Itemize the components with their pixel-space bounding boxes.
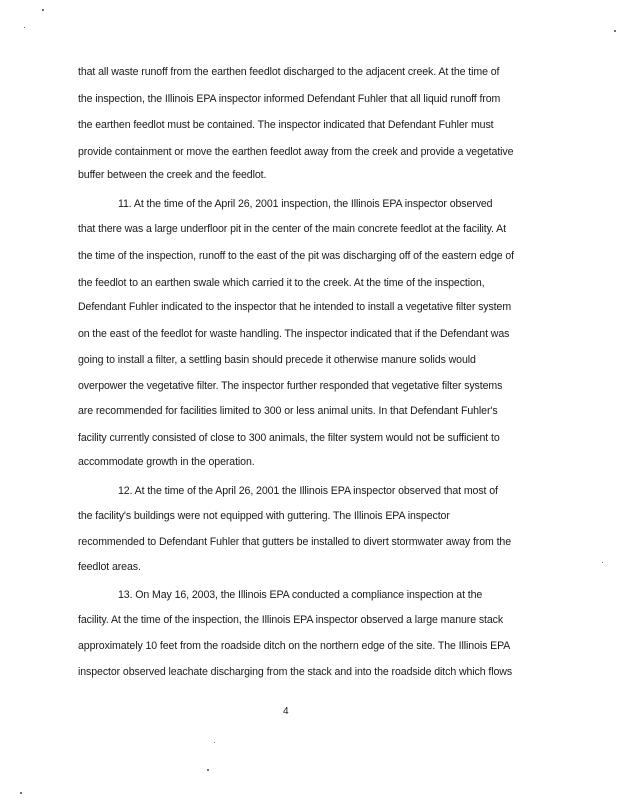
text-line: the feedlot to an earthen swale which carried it to the creek. At the time of the inspection, [78,277,485,289]
text-line: overpower the vegetative filter. The inspector further responded that vegetative filter systems [78,380,503,392]
text-line: 11. At the time of the April 26, 2001 inspection, the Illinois EPA inspector observed [118,198,493,210]
scan-speck [24,27,25,28]
text-line: on the east of the feedlot for waste handling. The inspector indicated that if the Defendant was [78,328,510,340]
scan-speck [602,562,603,563]
text-line: the earthen feedlot must be contained. The inspector indicated that Defendant Fuhler must [78,119,494,131]
text-line: buffer between the creek and the feedlot. [78,169,267,181]
text-line: provide containment or move the earthen feedlot away from the creek and provide a vegetative [78,146,514,158]
text-line: approximately 10 feet from the roadside ditch on the northern edge of the site. The Illinois EPA [78,640,511,652]
text-line: feedlot areas. [78,561,141,573]
text-line: 13. On May 16, 2003, the Illinois EPA conducted a compliance inspection at the [118,589,483,601]
text-line: are recommended for facilities limited to 300 or less animal units. In that Defendant Fuhler's [78,405,498,417]
text-line: Defendant Fuhler indicated to the inspector that he intended to install a vegetative filter system [78,301,512,313]
text-line: going to install a filter, a settling basin should precede it otherwise manure solids would [78,354,476,366]
scan-speck [20,792,22,794]
text-line: recommended to Defendant Fuhler that gutters be installed to divert stormwater away from the [78,536,512,548]
text-line: 12. At the time of the April 26, 2001 the Illinois EPA inspector observed that most of [118,485,498,497]
scan-speck [214,742,215,743]
page-number: 4 [283,706,289,717]
scan-speck [207,769,209,771]
text-line: accommodate growth in the operation. [78,456,255,468]
text-line: the facility's buildings were not equipped with guttering. The Illinois EPA inspector [78,510,450,522]
scan-speck [42,9,44,11]
text-line: the time of the inspection, runoff to the east of the pit was discharging off of the eastern edge of [78,250,515,262]
text-line: the inspection, the Illinois EPA inspector informed Defendant Fuhler that all liquid runoff from [78,93,501,105]
text-line: facility currently consisted of close to 300 animals, the filter system would not be sufficient to [78,432,500,444]
text-line: that there was a large underfloor pit in the center of the main concrete feedlot at the facility. At [78,223,506,235]
text-line: that all waste runoff from the earthen feedlot discharged to the adjacent creek. At the time of [78,66,500,78]
text-line: facility. At the time of the inspection, the Illinois EPA inspector observed a large manure stack [78,614,504,626]
text-line: inspector observed leachate discharging from the stack and into the roadside ditch which flows [78,666,513,678]
scan-speck [614,30,616,32]
